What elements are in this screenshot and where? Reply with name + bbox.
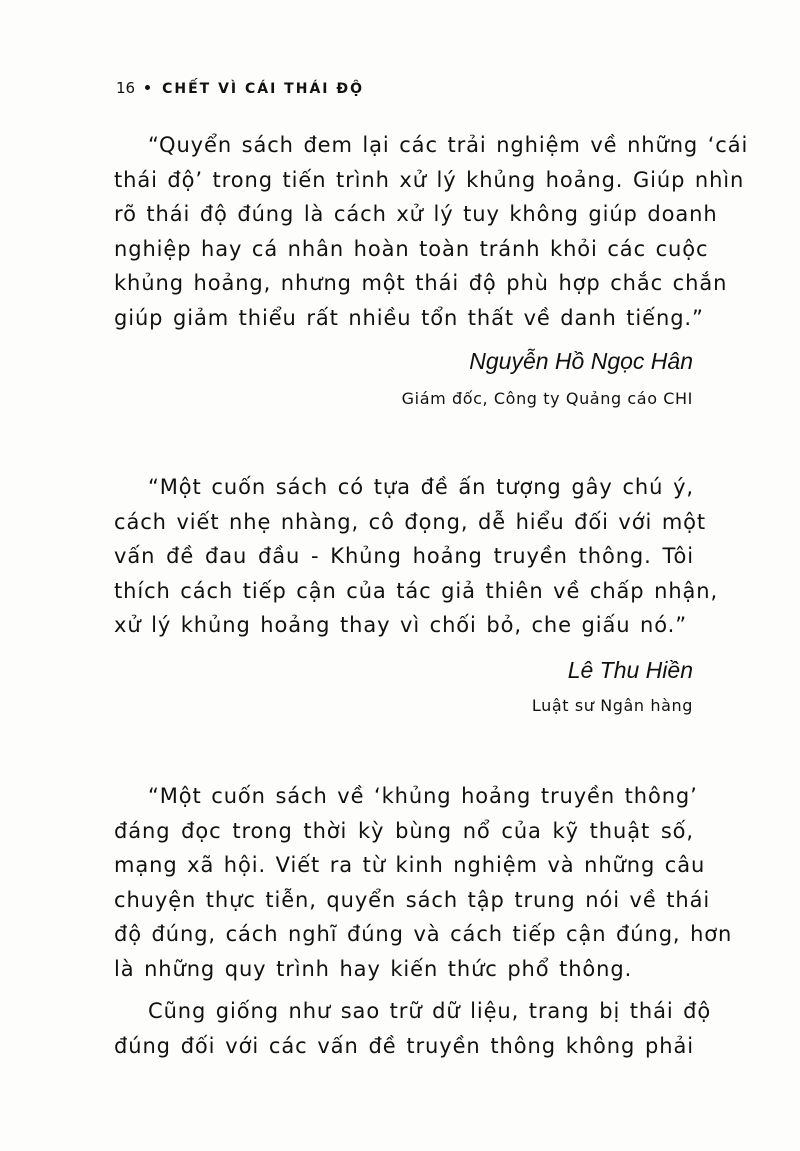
quote-1-role: Giám đốc, Công ty Quảng cáo CHI (401, 389, 693, 408)
quote-3-line-2: đáng đọc trong thời kỳ bùng nổ của kỹ thuật số, (114, 818, 694, 843)
quote-1-line-1: “Quyển sách đem lại các trải nghiệm về những ‘cái (148, 133, 749, 157)
quote-3-line-5: độ đúng, cách nghĩ đúng và cách tiếp cận đúng, hơn (114, 922, 733, 946)
quote-1-line-3: rõ thái độ đúng là cách xử lý tuy không giúp doanh (114, 202, 718, 226)
page-number: 16 (116, 79, 136, 97)
quote-1-author: Nguyễn Hồ Ngọc Hân (469, 348, 693, 374)
paragraph-4-line-1: Cũng giống như sao trữ dữ liệu, trang bị thái độ (148, 999, 712, 1023)
quote-2-line-2: cách viết nhẹ nhàng, cô đọng, dễ hiểu đối với một (114, 509, 707, 534)
quote-1-line-4: nghiệp hay cá nhân hoàn toàn tránh khỏi các cuộc (114, 236, 709, 261)
quote-1-line-2: thái độ’ trong tiến trình xử lý khủng hoảng. Giúp nhìn (114, 167, 745, 192)
quote-3-line-4: chuyện thực tiễn, quyển sách tập trung nói về thái (114, 887, 711, 912)
quote-2-role: Luật sư Ngân hàng (531, 696, 693, 715)
quote-2 (114, 470, 719, 643)
running-header (116, 79, 364, 97)
quote-3 (114, 779, 733, 986)
quote-2-line-1: “Một cuốn sách có tựa đề ấn tượng gây chú ý, (148, 475, 694, 499)
quote-2-line-5: xử lý khủng hoảng thay vì chối bỏ, che giấu nó.” (114, 613, 687, 637)
quote-2-line-3: vấn đề đau đầu - Khủng hoảng truyền thông. Tôi (114, 544, 694, 568)
quote-2-author: Lê Thu Hiền (567, 657, 693, 683)
quote-3-line-6: là những quy trình hay kiến thức phổ thông. (114, 956, 633, 981)
quote-2-line-4: thích cách tiếp cận của tác giả thiên về chấp nhận, (114, 578, 719, 603)
quote-1-line-6: giúp giảm thiểu rất nhiều tổn thất về danh tiếng.” (114, 305, 704, 330)
bullet-separator (145, 85, 150, 90)
quote-1-line-5: khủng hoảng, nhưng một thái độ phù hợp chắc chắn (114, 271, 728, 295)
quote-1 (114, 128, 749, 335)
paragraph-4-line-2: đúng đối với các vấn đề truyền thông không phải (114, 1033, 694, 1058)
paragraph-4 (114, 994, 712, 1063)
quote-3-line-1: “Một cuốn sách về ‘khủng hoảng truyền thông’ (148, 784, 698, 808)
running-title: CHẾT VÌ CÁI THÁI ĐỘ (162, 81, 364, 97)
quote-3-line-3: mạng xã hội. Viết ra từ kinh nghiệm và những câu (114, 853, 706, 877)
